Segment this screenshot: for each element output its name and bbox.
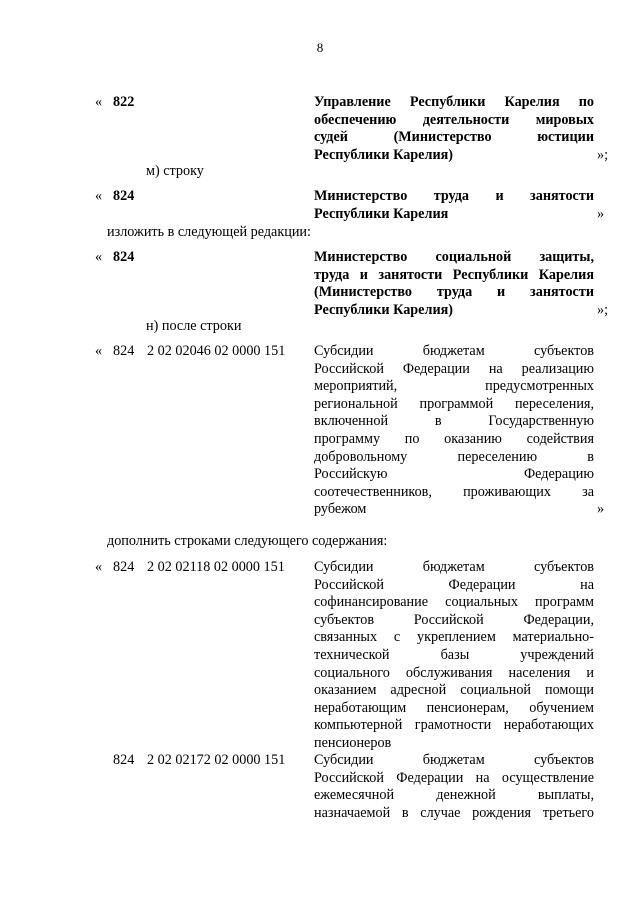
row-code: 824 bbox=[113, 343, 135, 359]
close-quote: » bbox=[597, 501, 605, 517]
open-quote: « bbox=[95, 188, 103, 204]
row-kbk: 2 02 02046 02 0000 151 bbox=[147, 343, 286, 359]
row-kbk: 2 02 02118 02 0000 151 bbox=[147, 559, 285, 575]
desc-line: Республики Карелия bbox=[314, 205, 449, 222]
desc-line: ежемесячной денежной выплаты, bbox=[314, 787, 594, 804]
desc-line: труда и занятости Республики Карелия bbox=[314, 266, 594, 283]
close-quote: » bbox=[597, 206, 605, 222]
desc-line: Российскую Федерацию bbox=[314, 466, 594, 483]
row-kbk: 2 02 02172 02 0000 151 bbox=[147, 752, 286, 768]
desc-line: софинансирование социальных программ bbox=[314, 594, 594, 611]
open-quote: « bbox=[95, 249, 103, 265]
desc-line: обеспечению деятельности мировых bbox=[314, 111, 594, 128]
desc-line: рубежом bbox=[314, 501, 367, 518]
desc-line: мероприятий, предусмотренных bbox=[314, 378, 594, 395]
row-description bbox=[314, 188, 594, 223]
desc-line: Республики Карелия) bbox=[314, 301, 454, 318]
instruction-n: н) после строки bbox=[146, 318, 242, 334]
desc-line: социального обслуживания населения и bbox=[314, 664, 594, 681]
instruction-add: дополнить строками следующего содержания: bbox=[107, 533, 388, 549]
desc-line: Российской Федерации на осуществление bbox=[314, 769, 594, 786]
desc-line: назначаемой в случае рождения третьего bbox=[314, 804, 594, 821]
desc-line: неработающим пенсионерам, обучением bbox=[314, 699, 594, 716]
open-quote: « bbox=[95, 559, 103, 575]
desc-line: Управление Республики Карелия по bbox=[314, 94, 594, 110]
desc-line: субъектов Российской Федерации, bbox=[314, 611, 594, 628]
row-description bbox=[314, 559, 594, 753]
desc-line: Российской Федерации на bbox=[314, 576, 594, 593]
desc-line: (Министерство труда и занятости bbox=[314, 284, 594, 301]
desc-line: пенсионеров bbox=[314, 734, 392, 751]
row-description bbox=[314, 752, 594, 822]
close-quote: »; bbox=[597, 147, 609, 163]
row-description bbox=[314, 343, 594, 519]
desc-line: судей (Министерство юстиции bbox=[314, 129, 594, 146]
desc-line: оказанием адресной социальной помощи bbox=[314, 682, 594, 699]
desc-line: Министерство труда и занятости bbox=[314, 188, 594, 204]
desc-line: соотечественников, проживающих за bbox=[314, 483, 594, 500]
instruction-edit: изложить в следующей редакции: bbox=[107, 224, 311, 240]
desc-line: Субсидии бюджетам субъектов bbox=[314, 343, 594, 359]
desc-line: компьютерной грамотности неработающих bbox=[314, 717, 594, 734]
desc-line: Республики Карелия) bbox=[314, 146, 454, 163]
open-quote: « bbox=[95, 94, 103, 110]
desc-line: добровольному переселению в bbox=[314, 448, 594, 465]
desc-line: Министерство социальной защиты, bbox=[314, 249, 594, 265]
row-code: 822 bbox=[113, 94, 135, 110]
desc-line: Российской Федерации на реализацию bbox=[314, 360, 594, 377]
close-quote: »; bbox=[597, 302, 609, 318]
desc-line: технической базы учреждений bbox=[314, 646, 594, 663]
row-code: 824 bbox=[113, 188, 135, 204]
row-code: 824 bbox=[113, 752, 135, 768]
desc-line: Субсидии бюджетам субъектов bbox=[314, 752, 594, 768]
row-description bbox=[314, 94, 594, 164]
row-description bbox=[314, 249, 594, 319]
open-quote: « bbox=[95, 343, 103, 359]
desc-line: связанных с укреплением материально- bbox=[314, 629, 594, 646]
desc-line: Субсидии бюджетам субъектов bbox=[314, 559, 594, 575]
instruction-m: м) строку bbox=[146, 163, 204, 179]
desc-line: программу по оказанию содействия bbox=[314, 430, 594, 447]
desc-line: региональной программой переселения, bbox=[314, 395, 594, 412]
row-code: 824 bbox=[113, 249, 135, 265]
row-code: 824 bbox=[113, 559, 135, 575]
desc-line: включенной в Государственную bbox=[314, 413, 594, 430]
page-number: 8 bbox=[316, 40, 324, 55]
